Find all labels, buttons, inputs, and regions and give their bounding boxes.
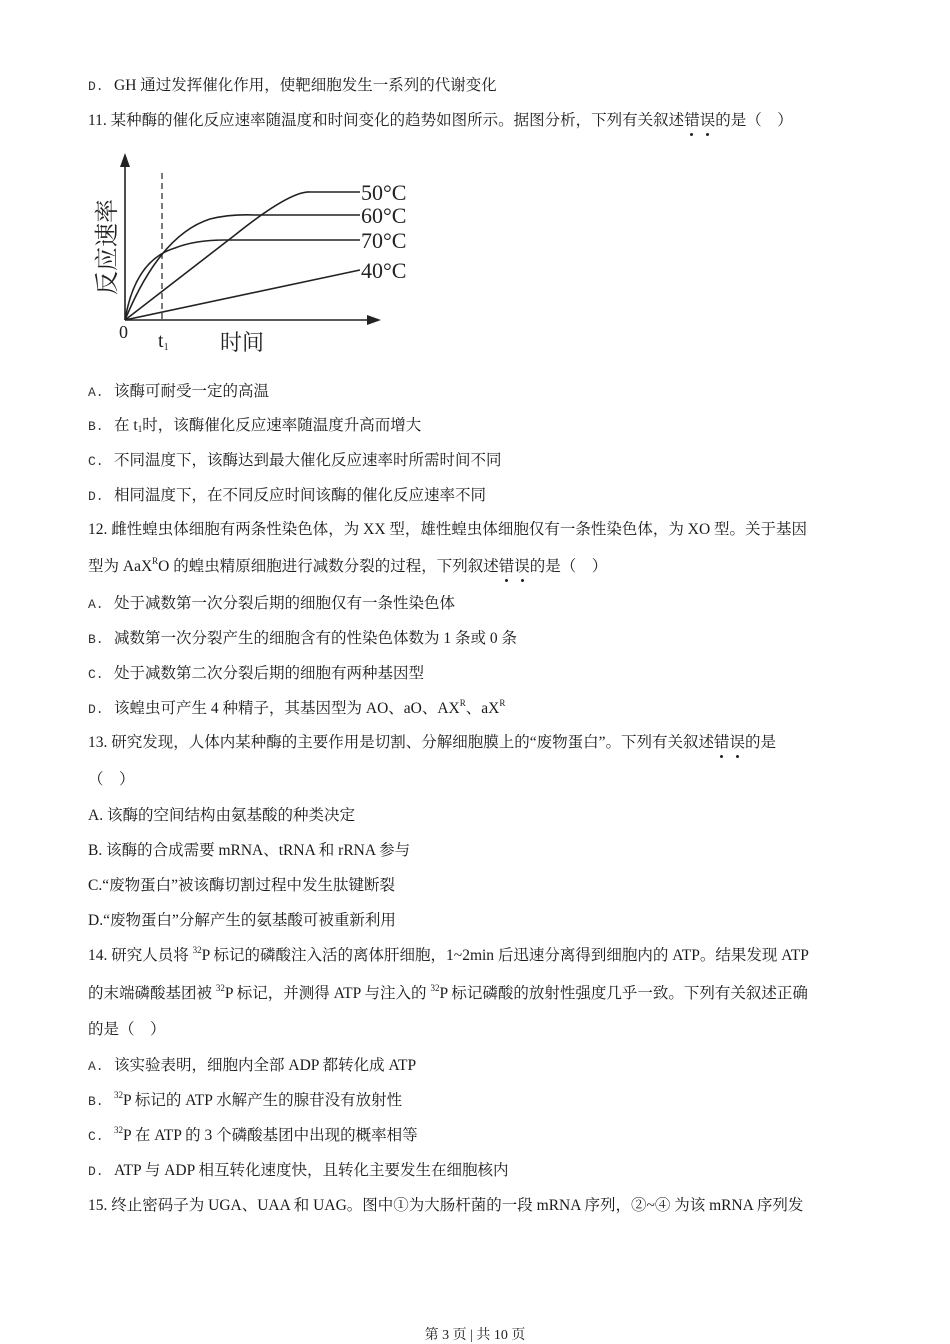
q14-stem-line3 [88, 1020, 166, 1040]
stem-text: 15. 终止密码子为 UGA、UAA 和 UAG。图中①为大肠杆菌的一段 mRNA 序列，②~④ 为该 mRNA 序列发 [88, 1197, 804, 1214]
stem-text: 12. 雌性蝗虫体细胞有两条性染色体，为 XX 型，雄性蝗虫体细胞仅有一条性染色体，为 XO 型。关于基因 [88, 521, 808, 538]
stem-text: O 的蝗虫精原细胞进行减数分裂的过程，下列叙述 [158, 558, 499, 575]
q13-option-b [88, 841, 410, 861]
stem-text: 14. 研究人员将 [88, 947, 193, 964]
q14-option-a [88, 1056, 416, 1077]
superscript: 32 [114, 1125, 123, 1135]
option-text: 处于减数第一次分裂后期的细胞仅有一条性染色体 [114, 595, 456, 612]
q14-option-b [88, 1091, 402, 1112]
superscript: R [459, 698, 466, 708]
option-text: “废物蛋白”分解产生的氨基酸可被重新利用 [103, 912, 396, 929]
q12-option-d [88, 699, 505, 720]
superscript: R [499, 698, 506, 708]
x-axis-arrow-icon [367, 315, 381, 325]
option-text: “废物蛋白”被该酶切割过程中发生肽键断裂 [102, 877, 395, 894]
option-label: C. [88, 667, 104, 682]
option-label: B. [88, 632, 104, 647]
q14-option-d [88, 1161, 509, 1182]
chart-svg [85, 145, 430, 360]
option-text: 在 t [114, 417, 138, 434]
option-text: 该实验表明，细胞内全部 ADP 都转化成 ATP [114, 1057, 417, 1074]
option-text: 减数第一次分裂产生的细胞含有的性染色体数为 1 条或 0 条 [114, 630, 518, 647]
t1-label: t1 [158, 330, 169, 353]
q13-option-c [88, 876, 395, 896]
option-label: B. [88, 842, 103, 859]
stem-text: P 标记磷酸的放射性强度几乎一致。下列有关叙述正确 [439, 985, 808, 1002]
q14-stem-line1 [88, 946, 809, 966]
option-label: D. [88, 702, 104, 717]
stem-text: 11. 某种酶的催化反应速率随温度和时间变化的趋势如图所示。据图分析，下列有关叙述 [88, 112, 685, 129]
option-label: A. [88, 385, 104, 400]
q14-stem-line2 [88, 984, 808, 1004]
stem-text: 的是（ ） [529, 558, 608, 575]
series-60c [125, 215, 360, 320]
emphasis-char: 错 [714, 734, 730, 751]
stem-text: P 标记的磷酸注入活的离体肝细胞，1~2min 后迅速分离得到细胞内的 ATP。结果发现 ATP [201, 947, 809, 964]
option-text: 处于减数第二次分裂后期的细胞有两种基因型 [114, 665, 425, 682]
q15-stem-line1 [88, 1196, 803, 1216]
option-text: 该酶的空间结构由氨基酸的种类决定 [106, 807, 355, 824]
x-axis-label: 时间 [220, 330, 265, 355]
option-text: P 标记的 ATP 水解产生的腺苷没有放射性 [123, 1092, 403, 1109]
option-label: C. [88, 877, 103, 894]
stem-text: 的是（ ） [715, 112, 793, 129]
label-50c: 50°C [361, 180, 407, 205]
series-40c [125, 270, 360, 320]
q13-stem-line1 [88, 733, 776, 753]
origin-label: 0 [119, 322, 128, 342]
q11-option-b [88, 416, 421, 437]
emphasis-char: 错 [684, 112, 700, 129]
option-label: A. [88, 597, 104, 612]
q13-option-d [88, 911, 396, 931]
q14-option-c [88, 1126, 418, 1147]
option-text: 时，该酶催化反应速率随温度升高而增大 [142, 417, 422, 434]
q13-option-a [88, 806, 355, 826]
subscript: 1 [137, 424, 143, 434]
y-axis-label: 反应速率 [95, 199, 121, 295]
option-label: B. [88, 419, 104, 434]
option-label: D. [88, 489, 104, 504]
emphasis-char: 误 [514, 558, 530, 575]
q11-stem [88, 111, 793, 131]
q12-option-a [88, 594, 455, 615]
rate-vs-time-chart [85, 145, 430, 360]
option-text: P 在 ATP 的 3 个磷酸基团中出现的概率相等 [123, 1127, 418, 1144]
q12-stem-line1 [88, 520, 807, 540]
stem-text: 的末端磷酸基团被 [88, 985, 216, 1002]
q10-option-d [88, 76, 497, 97]
emphasis-char: 误 [699, 112, 716, 129]
q11-option-d [88, 486, 486, 507]
option-label: A. [88, 1059, 104, 1074]
superscript: 32 [430, 983, 440, 993]
superscript: 32 [114, 1090, 123, 1100]
option-text: 该酶可耐受一定的高温 [114, 383, 270, 400]
page-footer: 第 3 页 | 共 10 页 [424, 1328, 526, 1343]
stem-text: （ ） [88, 771, 135, 788]
q11-option-c [88, 451, 502, 472]
option-text: 该蝗虫可产生 4 种精子，其基因型为 AO、aO、AX [114, 700, 460, 717]
option-label: B. [88, 1094, 104, 1109]
option-label: D. [88, 912, 104, 929]
q12-option-c [88, 664, 424, 685]
option-text: 相同温度下，在不同反应时间该酶的催化反应速率不同 [114, 487, 487, 504]
superscript: 32 [215, 983, 225, 993]
series-70c [125, 240, 360, 320]
q11-option-a [88, 382, 269, 403]
stem-text: 的是（ ） [88, 1021, 166, 1038]
y-axis-arrow-icon [120, 153, 130, 167]
option-text: GH 通过发挥催化作用，使靶细胞发生一系列的代谢变化 [114, 77, 497, 94]
stem-text: P 标记，并测得 ATP 与注入的 [224, 985, 431, 1002]
option-label: C. [88, 1129, 104, 1144]
stem-text: 型为 AaX [88, 558, 153, 575]
emphasis-char: 误 [729, 734, 746, 751]
option-text: ATP 与 ADP 相互转化速度快，且转化主要发生在细胞核内 [114, 1162, 509, 1179]
q12-option-b [88, 629, 517, 650]
label-60c: 60°C [361, 203, 407, 228]
superscript: 32 [192, 945, 202, 955]
option-label: D. [88, 79, 104, 94]
option-text: 不同温度下，该酶达到最大催化反应速率时所需时间不同 [114, 452, 502, 469]
label-70c: 70°C [361, 228, 407, 253]
option-label: D. [88, 1164, 104, 1179]
option-label: A. [88, 807, 104, 824]
superscript: R [152, 556, 159, 566]
stem-text: 的是 [745, 734, 777, 751]
option-label: C. [88, 454, 104, 469]
q13-stem-line2 [88, 770, 135, 790]
emphasis-char: 错 [498, 558, 515, 575]
option-text: 、aX [465, 700, 500, 717]
stem-text: 13. 研究发现，人体内某种酶的主要作用是切割、分解细胞膜上的“废物蛋白”。下列有关叙述 [88, 734, 715, 751]
option-text: 该酶的合成需要 mRNA、tRNA 和 rRNA 参与 [106, 842, 411, 859]
label-40c: 40°C [361, 258, 407, 283]
q12-stem-line2 [88, 557, 607, 577]
